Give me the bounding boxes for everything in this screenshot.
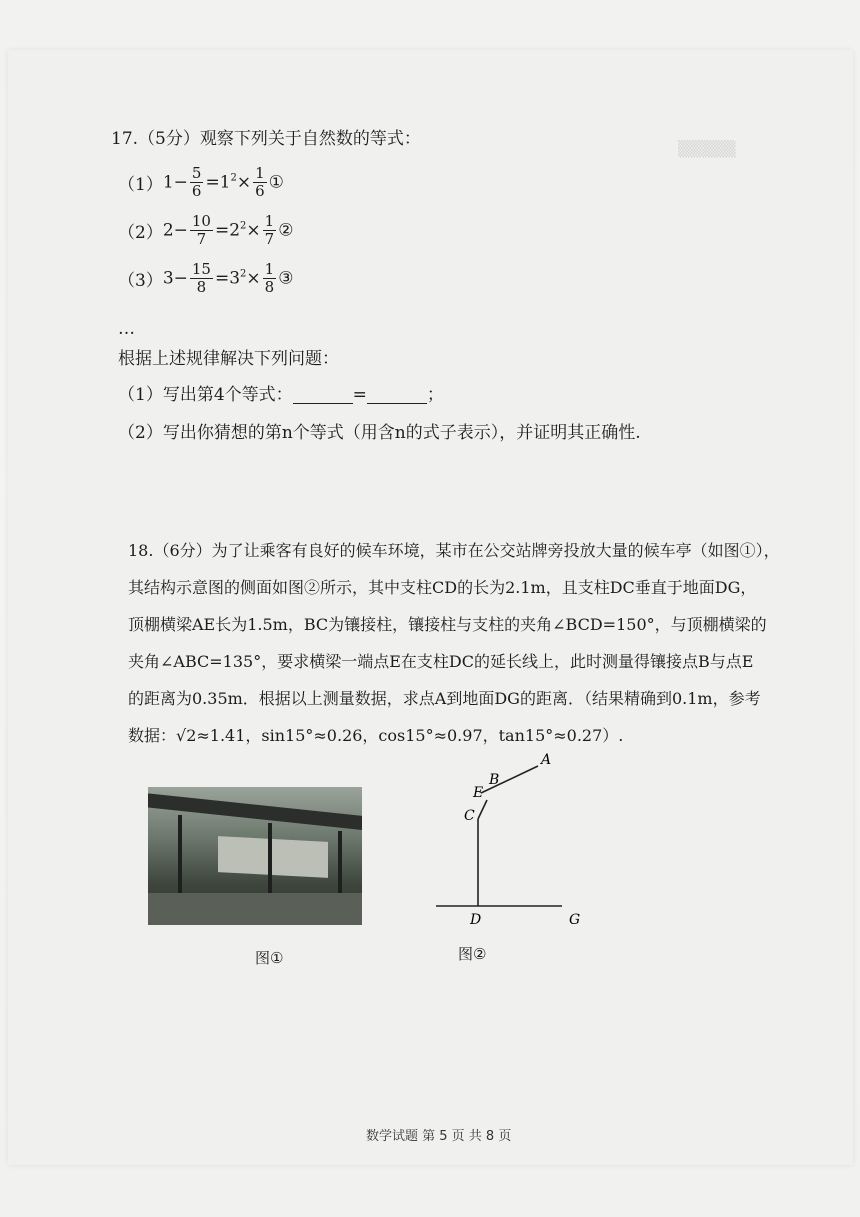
point-label-A: A (541, 752, 552, 768)
q17-intro: 根据上述规律解决下列问题： (118, 349, 339, 369)
point-label-E: E (473, 785, 484, 801)
q18-line-4: 夹角∠ABC=135°，要求横梁一端点E在支柱DC的延长线上，此时测量得镶接点B与点E (128, 652, 754, 671)
exam-sheet (8, 50, 853, 1165)
bus-shelter-photo (148, 787, 362, 925)
answer-blank-right[interactable] (367, 387, 427, 404)
shelter-structure-diagram (428, 742, 598, 927)
q17-part-1: （1）写出第4个等式： = ； (118, 385, 444, 405)
shelter-sign-board (218, 836, 328, 878)
shelter-ground (148, 893, 362, 925)
q18-line-6: 数据：√2≈1.41，sin15°≈0.26，cos15°≈0.97，tan15°≈0.27）. (128, 726, 624, 745)
point-label-D: D (470, 912, 482, 927)
q17-equation-2: （2）2− $\frac{10}{7}$ $=2^2\times$ $\frac{1}{7}$ ② (118, 212, 294, 248)
q17-part-2: （2）写出你猜想的第n个等式（用含n的式子表示），并证明其正确性. (118, 423, 641, 443)
q17-equation-1: （1）1− $\frac{5}{6}$ $=1^2\times$ $\frac{1}{6}$ ① (118, 164, 284, 200)
point-label-B: B (489, 772, 500, 788)
figure-2-caption: 图② (458, 945, 487, 963)
bleed-through-text: ▒▒▒▒▒ (678, 140, 736, 158)
answer-blank-left[interactable] (293, 387, 353, 404)
q17-ellipsis: … (118, 319, 135, 339)
figure-1-caption: 图① (255, 949, 284, 967)
shelter-pillar (178, 815, 182, 905)
connector-BC (478, 800, 487, 819)
page-footer: 数学试题 第 5 页 共 8 页 (366, 1129, 512, 1144)
point-label-G: G (569, 912, 581, 927)
q17-header: 17.（5分）观察下列关于自然数的等式： (111, 129, 421, 149)
q18-line-1: 18.（6分）为了让乘客有良好的候车环境，某市在公交站牌旁投放大量的候车亭（如图①）， (128, 541, 780, 560)
q18-line-3: 顶棚横梁AE长为1.5m，BC为镶接柱，镶接柱与支柱的夹角∠BCD=150°，与顶棚横梁的 (128, 615, 767, 634)
q17-equation-3: （3）3− $\frac{15}{8}$ $=3^2\times$ $\frac{1}{8}$ ③ (118, 260, 294, 296)
q18-line-2: 其结构示意图的侧面如图②所示，其中支柱CD的长为2.1m，且支柱DC垂直于地面DG， (128, 578, 757, 597)
q18-line-5: 的距离为0.35m．根据以上测量数据，求点A到地面DG的距离．（结果精确到0.1m，参考 (128, 689, 761, 708)
point-label-C: C (464, 808, 475, 824)
